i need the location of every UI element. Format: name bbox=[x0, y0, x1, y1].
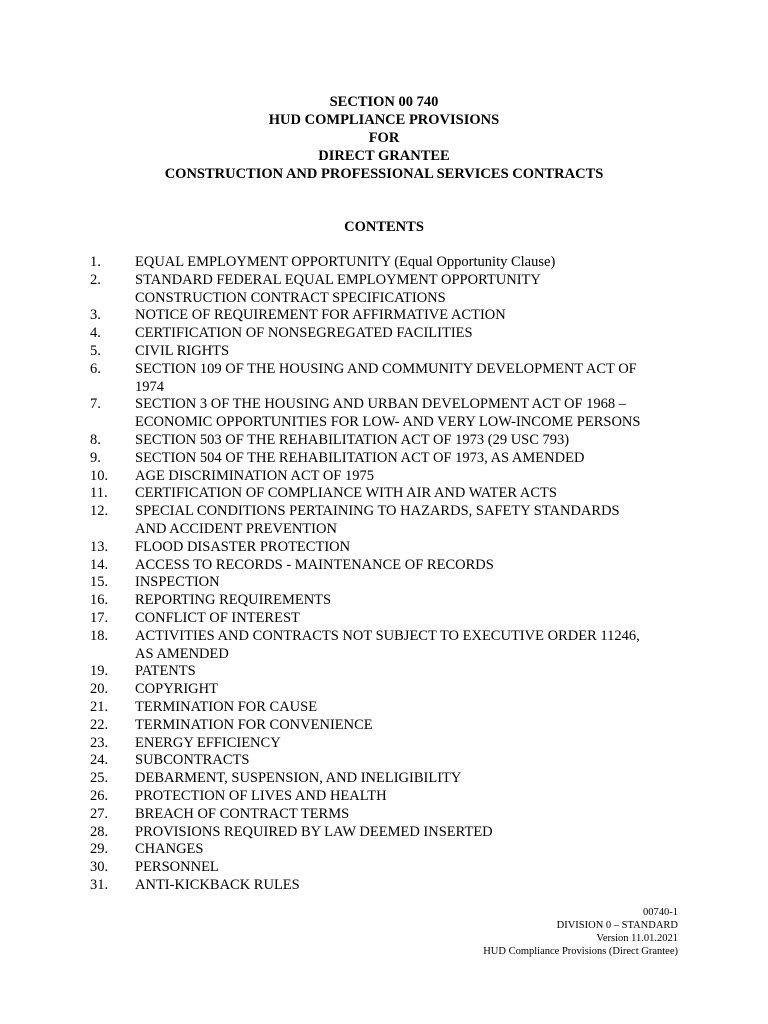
section-title: HUD COMPLIANCE PROVISIONS bbox=[268, 112, 500, 128]
toc-item-number: 1. bbox=[90, 254, 101, 270]
toc-item bbox=[90, 592, 690, 610]
footer-version: Version 11.01.2021 bbox=[596, 933, 678, 944]
toc-item bbox=[90, 806, 690, 824]
toc-item bbox=[90, 361, 690, 397]
toc-item-title bbox=[135, 468, 690, 486]
toc-item-title bbox=[135, 450, 690, 468]
toc-item-title bbox=[135, 485, 690, 503]
toc-item bbox=[90, 468, 690, 486]
toc-item-number: 22. bbox=[90, 716, 109, 733]
footer-division: DIVISION 0 – STANDARD bbox=[556, 920, 678, 931]
toc-item-title-line: AGE DISCRIMINATION ACT OF 1975 bbox=[135, 467, 374, 484]
toc-item-number: 4. bbox=[90, 325, 101, 342]
toc-item-title bbox=[135, 432, 690, 450]
toc-item bbox=[90, 450, 690, 468]
toc-item-number: 31. bbox=[90, 876, 109, 893]
toc-item-title-line: SECTION 3 OF THE HOUSING AND URBAN DEVELOPMENT ACT OF 1968 – bbox=[135, 396, 627, 413]
toc-item-title-line: SUBCONTRACTS bbox=[135, 752, 250, 769]
toc-item bbox=[90, 325, 690, 343]
toc-item bbox=[90, 663, 690, 681]
toc-item-number: 15. bbox=[90, 574, 109, 591]
toc-item-title-line: AS AMENDED bbox=[135, 645, 229, 662]
toc-item-number: 7. bbox=[90, 396, 101, 413]
toc-item-number: 26. bbox=[90, 787, 109, 804]
toc-item-title bbox=[135, 343, 690, 361]
toc-item bbox=[90, 396, 690, 432]
toc-item bbox=[90, 574, 690, 592]
toc-item bbox=[90, 628, 690, 664]
toc-item-title bbox=[135, 735, 690, 753]
toc-item-title-line: SPECIAL CONDITIONS PERTAINING TO HAZARDS, SAFETY STANDARDS bbox=[135, 503, 620, 520]
toc-item-title bbox=[135, 681, 690, 699]
toc-item bbox=[90, 859, 690, 877]
toc-item-title-line: ACTIVITIES AND CONTRACTS NOT SUBJECT TO EXECUTIVE ORDER 11246, bbox=[135, 627, 640, 644]
toc-item bbox=[90, 824, 690, 842]
toc-item-number: 14. bbox=[90, 556, 109, 573]
toc-item-title bbox=[135, 307, 690, 325]
section-number: SECTION 00 740 bbox=[329, 94, 439, 110]
toc-item-title-line: INSPECTION bbox=[135, 574, 220, 591]
toc-item-title bbox=[135, 272, 690, 308]
section-title-contracts: CONSTRUCTION AND PROFESSIONAL SERVICES CONTRACTS bbox=[164, 166, 604, 182]
toc-item bbox=[90, 254, 690, 272]
toc-item-title bbox=[135, 557, 690, 575]
toc-item-title bbox=[135, 503, 690, 539]
toc-item bbox=[90, 557, 690, 575]
toc-item-title bbox=[135, 717, 690, 735]
toc-item-number: 5. bbox=[90, 342, 101, 359]
toc-item-title-line: TERMINATION FOR CONVENIENCE bbox=[135, 716, 373, 733]
toc-item-title-line: COPYRIGHT bbox=[135, 681, 218, 698]
toc-item bbox=[90, 307, 690, 325]
toc-item-title bbox=[135, 859, 690, 877]
toc-item-title-line: 1974 bbox=[135, 378, 164, 395]
toc-item bbox=[90, 539, 690, 557]
toc-item bbox=[90, 752, 690, 770]
toc-item-title-line: NOTICE OF REQUIREMENT FOR AFFIRMATIVE ACTION bbox=[135, 307, 506, 324]
toc-item-number: 11. bbox=[90, 485, 108, 502]
section-title-block bbox=[0, 93, 768, 183]
toc-item-title-line: PATENTS bbox=[135, 663, 196, 680]
toc-item bbox=[90, 770, 690, 788]
toc-item-title-line: AND ACCIDENT PREVENTION bbox=[135, 520, 337, 537]
toc-item-title bbox=[135, 663, 690, 681]
toc-item-number: 17. bbox=[90, 609, 109, 626]
toc-item bbox=[90, 681, 690, 699]
toc-item-title bbox=[135, 788, 690, 806]
toc-item-number: 9. bbox=[90, 449, 101, 466]
toc-item bbox=[90, 503, 690, 539]
toc-item-title bbox=[135, 361, 690, 397]
toc-item-number: 30. bbox=[90, 859, 109, 876]
footer-doc-name: HUD Compliance Provisions (Direct Grantee) bbox=[483, 946, 678, 957]
toc-item-title-line: SECTION 504 OF THE REHABILITATION ACT OF 1973, AS AMENDED bbox=[135, 449, 585, 466]
toc-item-number: 19. bbox=[90, 663, 109, 680]
toc-item-title-line: DEBARMENT, SUSPENSION, AND INELIGIBILITY bbox=[135, 770, 462, 787]
toc-item-title-line: STANDARD FEDERAL EQUAL EMPLOYMENT OPPORTUNITY bbox=[135, 271, 541, 288]
page-footer bbox=[378, 906, 678, 958]
toc-item-title-line: TERMINATION FOR CAUSE bbox=[135, 698, 318, 715]
toc-item-number: 24. bbox=[90, 752, 109, 769]
toc-item-title-line: CERTIFICATION OF NONSEGREGATED FACILITIES bbox=[135, 325, 473, 342]
toc-item-title bbox=[135, 699, 690, 717]
toc-item-title bbox=[135, 752, 690, 770]
toc-item-title-line: PROVISIONS REQUIRED BY LAW DEEMED INSERTED bbox=[135, 823, 493, 840]
toc-item-title-line: ENERGY EFFICIENCY bbox=[135, 734, 281, 751]
toc-item-title bbox=[135, 841, 690, 859]
table-of-contents bbox=[90, 254, 690, 895]
toc-item bbox=[90, 735, 690, 753]
toc-item-title-line: REPORTING REQUIREMENTS bbox=[135, 592, 332, 609]
toc-item-title bbox=[135, 574, 690, 592]
toc-item-title-line: FLOOD DISASTER PROTECTION bbox=[135, 538, 351, 555]
toc-item-title bbox=[135, 770, 690, 788]
toc-item bbox=[90, 717, 690, 735]
section-title-for: FOR bbox=[368, 130, 400, 146]
toc-item-title bbox=[135, 824, 690, 842]
toc-item-title-line: EQUAL EMPLOYMENT OPPORTUNITY (Equal Opportunity Clause) bbox=[135, 254, 556, 270]
toc-item-title bbox=[135, 628, 690, 664]
toc-item-number: 23. bbox=[90, 734, 109, 751]
toc-item bbox=[90, 610, 690, 628]
toc-item-title bbox=[135, 325, 690, 343]
toc-item-title-line: CHANGES bbox=[135, 841, 204, 858]
toc-item bbox=[90, 432, 690, 450]
toc-item-number: 21. bbox=[90, 698, 109, 715]
toc-item-title-line: BREACH OF CONTRACT TERMS bbox=[135, 805, 350, 822]
toc-item-title-line: CONSTRUCTION CONTRACT SPECIFICATIONS bbox=[135, 289, 446, 306]
toc-item-number: 29. bbox=[90, 841, 109, 858]
toc-item-title bbox=[135, 254, 690, 272]
toc-item bbox=[90, 877, 690, 895]
toc-item-number: 25. bbox=[90, 770, 109, 787]
toc-item-number: 12. bbox=[90, 503, 109, 520]
toc-item-number: 27. bbox=[90, 805, 109, 822]
toc-item-number: 10. bbox=[90, 467, 109, 484]
toc-item-number: 13. bbox=[90, 538, 109, 555]
toc-item-title-line: CIVIL RIGHTS bbox=[135, 342, 230, 359]
toc-item-title-line: CONFLICT OF INTEREST bbox=[135, 609, 300, 626]
toc-item-title-line: SECTION 109 OF THE HOUSING AND COMMUNITY DEVELOPMENT ACT OF bbox=[135, 360, 637, 377]
toc-item-number: 8. bbox=[90, 431, 101, 448]
toc-item-title-line: PROTECTION OF LIVES AND HEALTH bbox=[135, 787, 387, 804]
toc-item bbox=[90, 343, 690, 361]
toc-item bbox=[90, 272, 690, 308]
toc-item-title bbox=[135, 877, 690, 895]
toc-item-number: 2. bbox=[90, 271, 101, 288]
toc-item-number: 20. bbox=[90, 681, 109, 698]
toc-item bbox=[90, 841, 690, 859]
toc-item-title-line: PERSONNEL bbox=[135, 859, 219, 876]
toc-item-title-line: SECTION 503 OF THE REHABILITATION ACT OF 1973 (29 USC 793) bbox=[135, 431, 570, 448]
toc-item-number: 18. bbox=[90, 627, 109, 644]
footer-page-number: 00740-1 bbox=[643, 907, 678, 918]
toc-item-number: 28. bbox=[90, 823, 109, 840]
toc-item-title-line: ECONOMIC OPPORTUNITIES FOR LOW- AND VERY LOW-INCOME PERSONS bbox=[135, 414, 641, 431]
toc-item-number: 3. bbox=[90, 307, 101, 324]
toc-item-title bbox=[135, 396, 690, 432]
toc-item bbox=[90, 699, 690, 717]
toc-item-title bbox=[135, 539, 690, 557]
toc-item-number: 6. bbox=[90, 360, 101, 377]
toc-item-title bbox=[135, 610, 690, 628]
contents-heading: CONTENTS bbox=[344, 219, 424, 235]
toc-item-title-line: ANTI-KICKBACK RULES bbox=[135, 876, 300, 893]
toc-item bbox=[90, 485, 690, 503]
toc-item-title bbox=[135, 592, 690, 610]
section-title-grantee: DIRECT GRANTEE bbox=[318, 148, 450, 164]
toc-item bbox=[90, 788, 690, 806]
toc-item-title-line: ACCESS TO RECORDS - MAINTENANCE OF RECORDS bbox=[135, 556, 494, 573]
toc-item-number: 16. bbox=[90, 592, 109, 609]
toc-item-title bbox=[135, 806, 690, 824]
toc-item-title-line: CERTIFICATION OF COMPLIANCE WITH AIR AND WATER ACTS bbox=[135, 485, 557, 502]
